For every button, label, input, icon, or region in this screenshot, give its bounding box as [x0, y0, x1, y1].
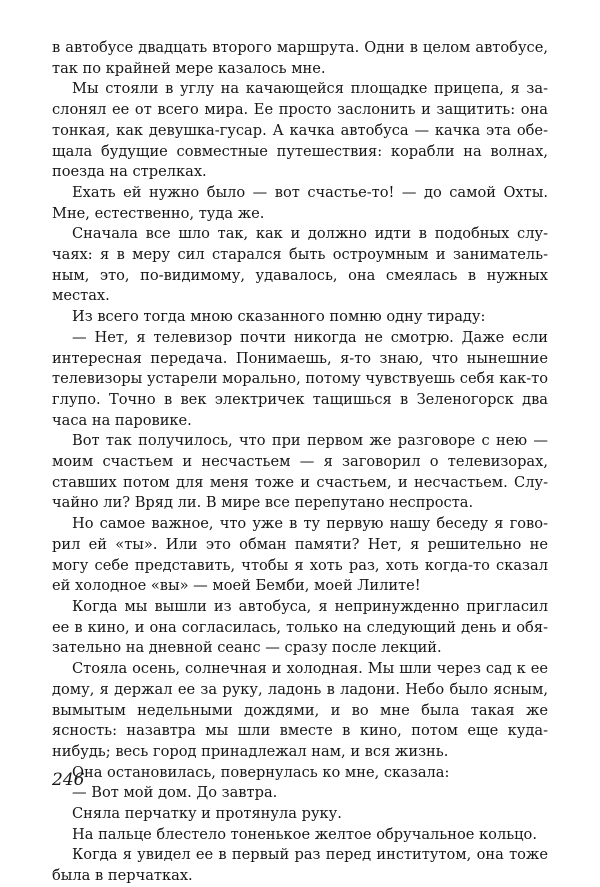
paragraph-14: На пальце блестело тоненькое желтое обручальное кольцо. [72, 825, 537, 843]
body-text [52, 38, 548, 887]
paragraph-2: Мы стояли в углу на качающейся площадке прицепа, я заслонял ее от всего мира. Ее просто заслонить и защитить: она тонкая, как девушка-гусар. А качка автобуса — качка эта обещала будущие совместные путешествия: корабли на волнах, поезда на стрелках. [52, 80, 548, 181]
paragraph-6: — Нет, я телевизор почти никогда не смотрю. Даже если интересная передача. Понимаешь, я-то знаю, что нынешние телевизоры устарели морально, потому чувствуешь себя как-то глупо. Точно в век электричек тащишься в Зеленогорск два часа на паровике. [52, 328, 548, 429]
paragraph-4: Сначала все шло так, как и должно идти в подобных случаях: я в меру сил старался быть остроумным и занимательным, это, по-видимому, удавалось, она смеялась в нужных местах. [52, 225, 548, 305]
paragraph-5: Из всего тогда мною сказанного помню одну тираду: [72, 308, 486, 326]
paragraph-8: Но самое важное, что уже в ту первую нашу беседу я говорил ей «ты». Или это обман памяти? Нет, я решительно не могу себе представить, чтобы я хоть раз, хоть когда-то сказал ей холодное «вы» — моей Бемби, моей Лилите! [52, 515, 548, 595]
paragraph-9: Когда мы вышли из автобуса, я непринужденно пригласил ее в кино, и она согласилась, только на следующий день и обязательно на дневной сеанс — сразу после лекций. [52, 597, 548, 657]
paragraph-12: — Вот мой дом. До завтра. [72, 784, 278, 802]
page-number: 246 [52, 770, 85, 790]
paragraph-1: в автобусе двадцать второго маршрута. Одни в целом автобусе, так по крайней мере казалось мне. [52, 39, 548, 77]
paragraph-10: Стояла осень, солнечная и холодная. Мы шли через сад к ее дому, я держал ее за руку, ладонь в ладони. Небо было ясным, вымытым недельными дождями, и во мне была такая же ясность: назавтра мы шли вместе в кино, потом еще куданибудь; весь город принадлежал нам, и вся жизнь. [52, 660, 548, 760]
paragraph-3: Ехать ей нужно было — вот счастье-то! — до самой Охты. Мне, естественно, туда же. [52, 183, 548, 222]
paragraph-13: Сняла перчатку и протянула руку. [72, 805, 342, 823]
paragraph-11: Она остановилась, повернулась ко мне, сказала: [72, 763, 450, 781]
paragraph-15: Когда я увидел ее в первый раз перед институтом, она тоже была в перчатках. [52, 846, 548, 885]
paragraph-7: Вот так получилось, что при первом же разговоре с нею — моим счастьем и несчастьем — я заговорил о телевизорах, ставших потом для меня тоже и счастьем, и несчастьем. Случайно ли? Вряд ли. В мире все перепутано неспроста. [52, 432, 548, 512]
